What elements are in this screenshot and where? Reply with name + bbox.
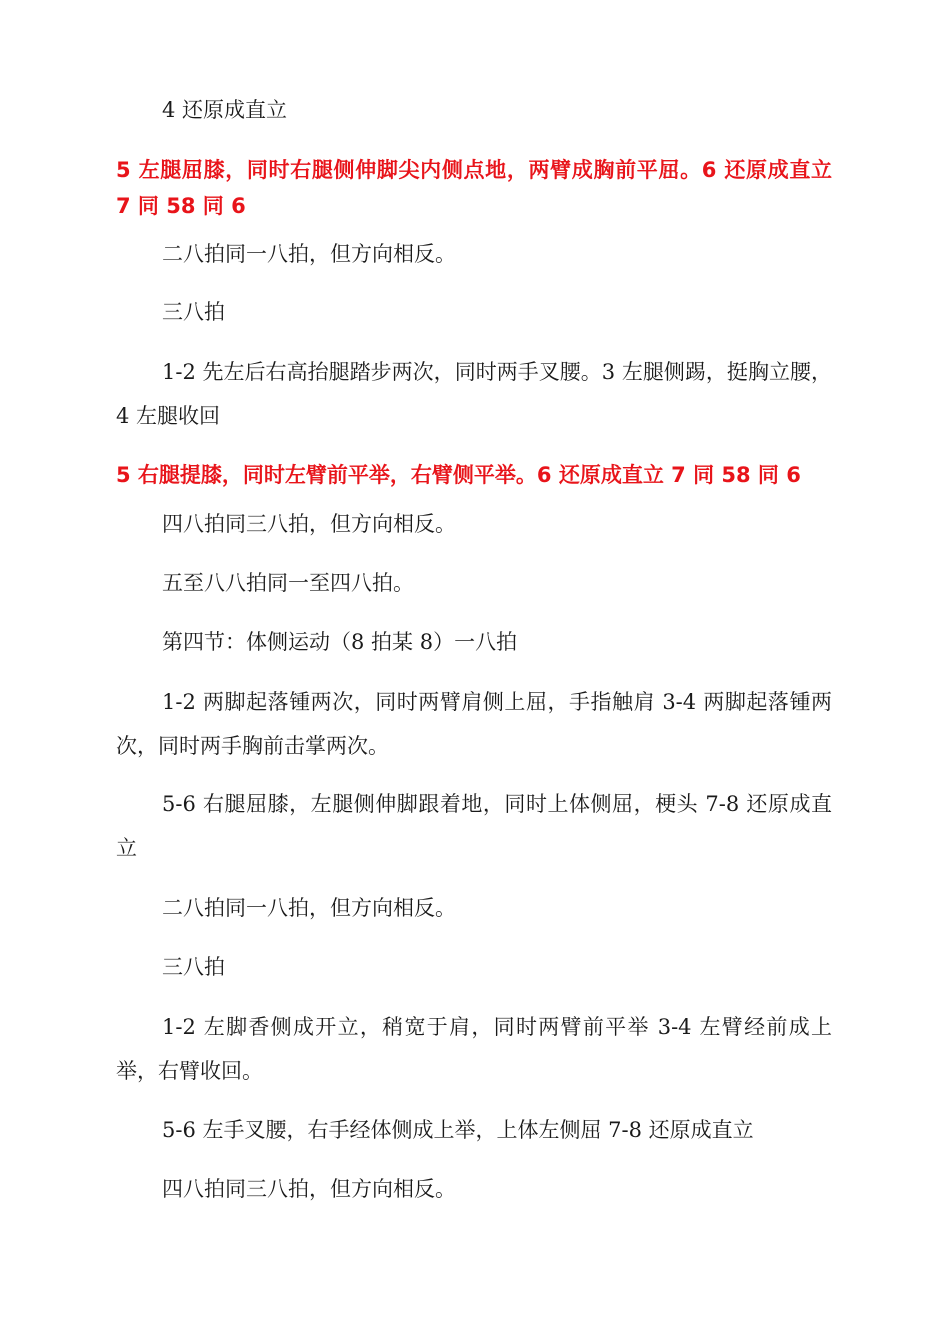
paragraph-second-eight-count: 二八拍同一八拍，但方向相反。 xyxy=(162,242,456,266)
highlighted-paragraph-step-5-second: 5 右腿提膝，同时左臂前平举，右臂侧平举。6 还原成直立 7 同 58 同 6 xyxy=(116,463,801,487)
paragraph-side-second-eight-count: 二八拍同一八拍，但方向相反。 xyxy=(162,896,456,920)
paragraph-side-third-eight-count-heading: 三八拍 xyxy=(162,955,225,979)
paragraph-side-third-eight-count-steps-1-4: 1-2 左脚香侧成开立，稍宽于肩，同时两臂前平举 3-4 左臂经前成上举，右臂收回。 xyxy=(116,1015,832,1083)
paragraph-step-4: 4 还原成直立 xyxy=(162,98,288,122)
paragraph-side-exercise-steps-1-4: 1-2 两脚起落锺两次，同时两臂肩侧上屈，手指触肩 3-4 两脚起落锺两次，同时两手胸前击掌两次。 xyxy=(116,690,832,758)
paragraph-third-eight-count-heading: 三八拍 xyxy=(162,300,225,324)
paragraph-side-fourth-eight-count: 四八拍同三八拍，但方向相反。 xyxy=(162,1177,456,1201)
paragraph-fourth-eight-count: 四八拍同三八拍，但方向相反。 xyxy=(162,512,456,536)
paragraph-side-exercise-steps-5-8: 5-6 右腿屈膝，左腿侧伸脚跟着地，同时上体侧屈，梗头 7-8 还原成直立 xyxy=(116,792,832,860)
paragraph-third-eight-count-steps: 1-2 先左后右高抬腿踏步两次，同时两手叉腰。3 左腿侧踢，挺胸立腰，4 左腿收回 xyxy=(116,360,832,428)
paragraph-side-third-eight-count-steps-5-8: 5-6 左手叉腰，右手经体侧成上举，上体左侧屈 7-8 还原成直立 xyxy=(162,1118,754,1142)
paragraph-fifth-to-eighth: 五至八八拍同一至四八拍。 xyxy=(162,571,414,595)
highlighted-paragraph-step-5-first: 5 左腿屈膝，同时右腿侧伸脚尖内侧点地，两臂成胸前平屈。6 还原成直立 7 同 58 同 6 xyxy=(116,158,832,218)
section-heading-side-exercise: 第四节：体侧运动（8 拍某 8）一八拍 xyxy=(162,630,518,654)
